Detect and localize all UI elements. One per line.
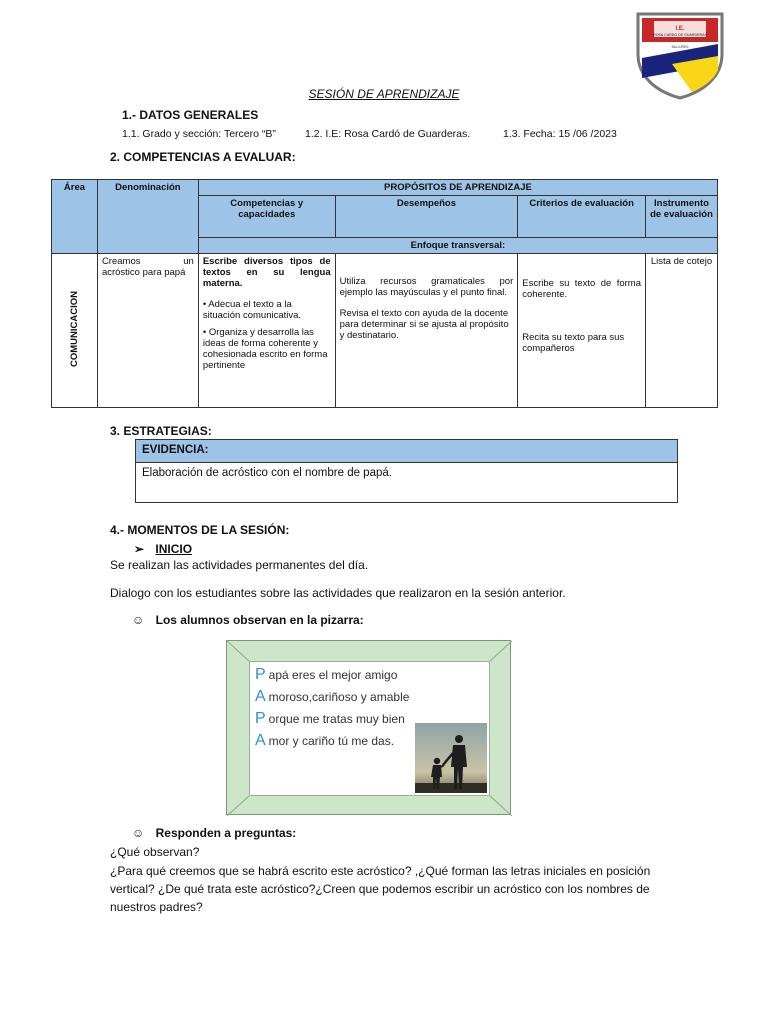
acrostic-line: A moroso,cariñoso y amable: [255, 688, 410, 705]
arrow-bullet-icon: ➢: [134, 542, 145, 556]
paragraph-dialogo: Dialogo con los estudiantes sobre las actividades que realizaron en la sesión anterior.: [110, 586, 566, 600]
evidence-text: Elaboración de acróstico con el nombre de papá.: [142, 467, 392, 479]
svg-text:I.E.: I.E.: [675, 26, 685, 32]
page-title: SESIÓN DE APRENDIZAJE: [308, 87, 460, 101]
svg-text:ROSA CARDO DE GUARDERAS: ROSA CARDO DE GUARDERAS: [653, 33, 707, 37]
inicio-label: INICIO: [155, 542, 193, 556]
date-info: 1.3. Fecha: 15 /06 /2023: [503, 128, 617, 140]
section-datos-generales: 1.- DATOS GENERALES: [122, 108, 259, 122]
criterios-header: Criterios de evaluación: [518, 196, 646, 238]
competencias-table: [51, 179, 718, 408]
denominacion-cell: Creamos un acróstico para papá: [97, 254, 198, 408]
capacidad-item: • Organiza y desarrolla las ideas de forma coherente y cohesionada escrito en forma pertinente: [202, 327, 328, 371]
acrostic-line: P orque me tratas muy bien: [255, 710, 405, 727]
section-estrategias: 3. ESTRATEGIAS:: [110, 424, 212, 438]
desempeno-item: Revisa el texto con ayuda de la docente para determinar si se ajusta al propósito y destinatario.: [339, 308, 509, 341]
acrostic-line: P apá eres el mejor amigo: [255, 666, 398, 683]
criterio-item: Recita su texto para sus compañeros: [522, 332, 625, 354]
denominacion-header: Denominación: [97, 180, 198, 254]
school-info: 1.2. I.E: Rosa Cardó de Guarderas.: [305, 128, 471, 140]
smiley-icon: ☺: [132, 613, 145, 627]
questions-paragraph: ¿Para qué creemos que se habrá escrito este acróstico? ,¿Qué forman las letras iniciales en posición vertical? ¿De qué trata este acróstico?¿Creen que podemos escribir un acróstico con los nombres de nuestros padres?: [110, 864, 651, 914]
acrostic-line: A mor y cariño tú me das.: [255, 732, 395, 749]
enfoque-row: Enfoque transversal:: [198, 238, 717, 254]
evidence-label: EVIDENCIA:: [136, 440, 677, 463]
section-momentos: 4.- MOMENTOS DE LA SESIÓN:: [110, 523, 290, 537]
section-competencias: 2. COMPETENCIAS A EVALUAR:: [110, 150, 296, 164]
area-label: COMUNICACION: [68, 291, 80, 367]
area-cell: [52, 254, 98, 408]
desempenos-header: Desempeños: [335, 196, 518, 238]
criterios-cell: [518, 254, 646, 408]
propositos-header: PROPÓSITOS DE APRENDIZAJE: [198, 180, 717, 196]
capacidad-item: • Adecua el texto a la situación comunicativa.: [202, 299, 302, 321]
desempeno-item: Utiliza recursos gramaticales por ejemplo las mayúsculas y el punto final.: [339, 276, 514, 298]
svg-text:BALLUREN: BALLUREN: [671, 45, 689, 49]
desempenos-cell: [335, 254, 518, 408]
instrumento-cell: Lista de cotejo: [646, 254, 718, 408]
competencia-text: Escribe diversos tipos de textos en su lengua materna.: [202, 256, 331, 289]
instrumento-header: Instrumento de evaluación: [646, 196, 718, 238]
smiley-icon: ☺: [132, 826, 145, 840]
competencias-header: Competencias y capacidades: [198, 196, 335, 238]
whiteboard-frame: [226, 640, 511, 815]
competencia-cell: [198, 254, 335, 408]
criterio-item: Escribe su texto de forma coherente.: [522, 278, 641, 300]
father-child-photo: [415, 723, 487, 793]
respond-line: ☺ Responden a preguntas:: [132, 826, 297, 840]
inicio-heading: [134, 542, 192, 556]
evidence-box: [135, 439, 678, 503]
area-header: Área: [52, 180, 98, 254]
grade-info: 1.1. Grado y sección: Tercero “B”: [122, 128, 276, 140]
question-que-observan: ¿Qué observan?: [110, 845, 200, 859]
observe-line: ☺ Los alumnos observan en la pizarra:: [132, 613, 364, 627]
paragraph-actividades: Se realizan las actividades permanentes del día.: [110, 558, 369, 572]
